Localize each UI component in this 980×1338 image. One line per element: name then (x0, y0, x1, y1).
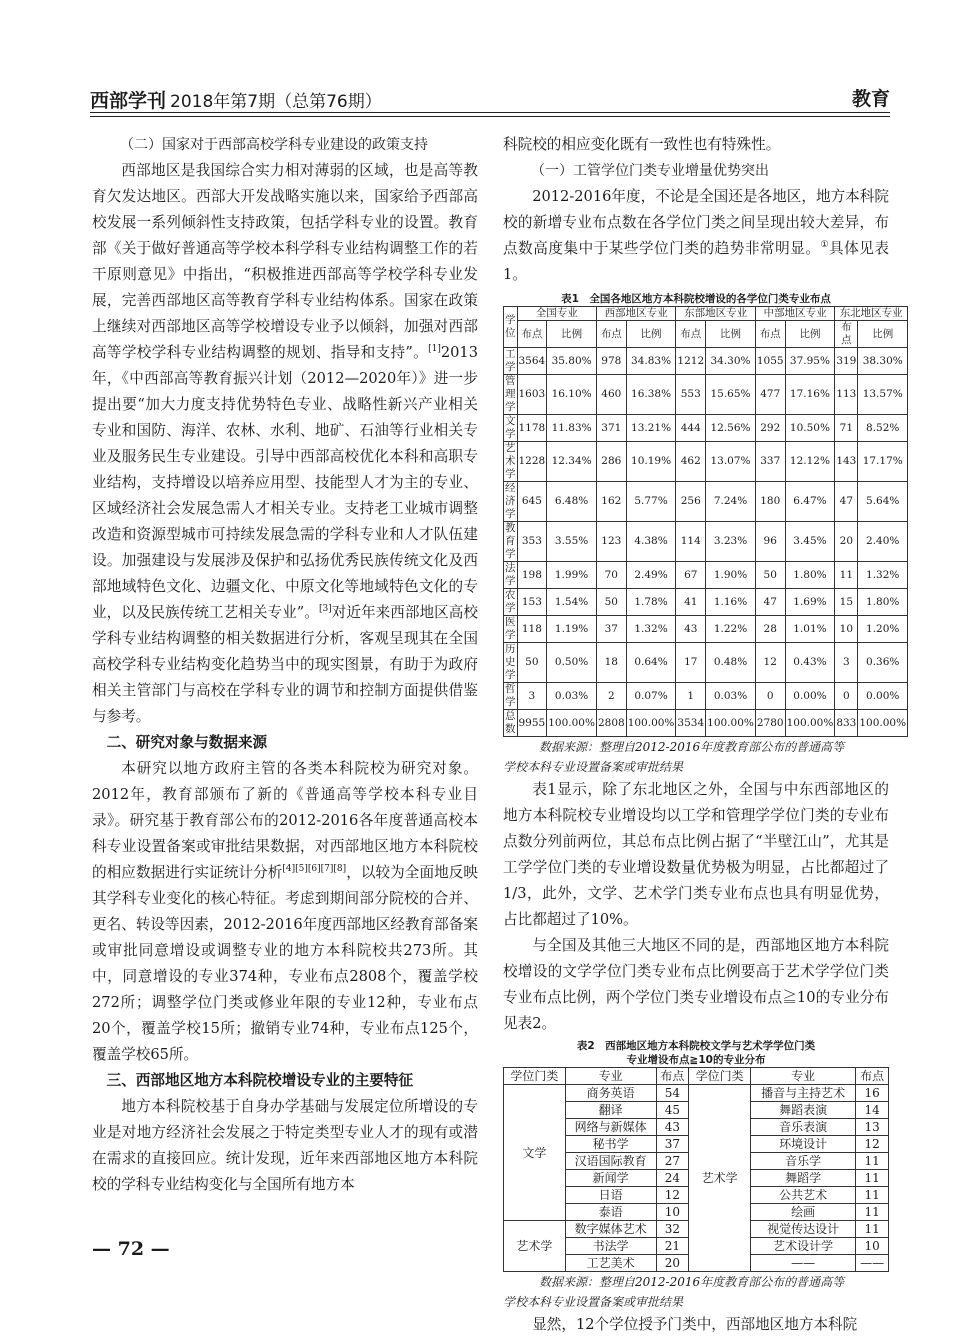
paragraph-text: 2012-2016年度，不论是全国还是各地区，地方本科院校的新增专业布点数在各学位门类之间呈现出较大差异，布点数高度集中于某些学位门类的趋势非常明显。 (503, 188, 889, 257)
table1-row (504, 482, 908, 522)
table1-cell: 1212 (676, 348, 706, 375)
paragraph: 表1显示，除了东北地区之外，全国与中东西部地区的地方本科院校专业增设均以工学和管理学学位门类的专业布点数分列前两位，其总布点比例占据了“半壁江山”，尤其是工学学位门类的专业增设数量优势极为明显，占比都超过了1/3，此外，文学、艺术学门类专业布点也具有明显优势，占比都超过了10%。 (503, 781, 889, 928)
table2-major: 秘书学 (565, 1136, 656, 1153)
table1-cell: 1.32% (858, 562, 908, 589)
table1-cell: 3.55% (547, 522, 597, 562)
subsection-heading: （一）工管学位门类专业增量优势突出 (531, 163, 769, 179)
table1-cell: 15.65% (706, 375, 756, 415)
table2-major: 商务英语 (565, 1085, 656, 1102)
table1-cell: 8.52% (858, 415, 908, 442)
table2-major: 汉语国际教育 (565, 1153, 656, 1170)
table2-count: 16 (856, 1085, 889, 1102)
table1-group-header: 全国专业 (517, 307, 596, 321)
table1-cell: 100.00% (858, 710, 908, 737)
table1-row-label: 哲学 (505, 683, 516, 708)
paragraph (503, 184, 889, 288)
paragraph (92, 158, 478, 730)
table2-major: 播音与主持艺术 (750, 1085, 855, 1102)
table1-cell: 2780 (755, 710, 785, 737)
journal-logo: 西部学刊 (90, 90, 167, 112)
table1-cell: 5.77% (626, 482, 676, 522)
section-label: 教育 (851, 88, 890, 110)
table1-row-label: 总数 (505, 710, 516, 735)
table1-cell: 10 (835, 616, 858, 643)
table1-row (504, 415, 908, 442)
table2-major: 数字媒体艺术 (565, 1221, 656, 1238)
paragraph: 显然，12个学位授予门类中，西部地区地方本科院 (532, 1316, 858, 1333)
table1-cell: 17 (676, 643, 706, 683)
table2-major: 绘画 (750, 1204, 855, 1221)
table1-cell: 0.03% (547, 683, 597, 710)
table2-count: 12 (656, 1187, 689, 1204)
table2-caption: 表2 西部地区地方本科院校文学与艺术学学位门类 (576, 1040, 816, 1052)
table1-cell: 3.23% (706, 522, 756, 562)
table1-cell: 10.19% (626, 442, 676, 482)
table2-degree: 艺术学 (504, 1221, 566, 1272)
paragraph: 科院校的相应变化既有一致性也有特殊性。 (503, 136, 781, 153)
table1-cell: 319 (835, 348, 858, 375)
paragraph-text: 2013年，《中西部高等教育振兴计划（2012—2020年）》进一步提出要“加大力度支持优势特色专业、战略性新兴产业相关专业和国防、海洋、农林、水利、地矿、石油等行业相关专业及服务民生专业建设。引导中西部高校优化本科和高职专业结构，支持增设以培养应用型、技能型人才为主的专业、区域经济社会发展急需人才相关专业。支持老工业城市调整改造和资源型城市可持续发展急需的学科专业和人才队伍建设。加强建设与发展涉及保护和弘扬优秀民族传统文化及西部地域特色文化、边疆文化、中原文化等地域特色文化的专业，以及民族传统工艺相关专业”。 (92, 344, 478, 621)
table1-cell: 12.12% (785, 442, 835, 482)
table1-cell: 9955 (517, 710, 547, 737)
table1-cell: 17.17% (858, 442, 908, 482)
table1-cell: 43 (676, 616, 706, 643)
table1-cell: 162 (596, 482, 626, 522)
table1-subheader-ratio: 比例 (706, 321, 756, 348)
table1-row (504, 375, 908, 415)
table1-header-degree: 学位 (504, 307, 518, 348)
table2-count: 11 (856, 1170, 889, 1187)
table1-cell: 34.30% (706, 348, 756, 375)
table1-cell: 18 (596, 643, 626, 683)
table1-cell: 0.00% (858, 683, 908, 710)
table1-cell: 1.99% (547, 562, 597, 589)
header-rule (90, 112, 890, 113)
table1 (503, 306, 908, 737)
table1-cell: 2.49% (626, 562, 676, 589)
table1-cell: 16.38% (626, 375, 676, 415)
table1-cell: 10.50% (785, 415, 835, 442)
table1-subheader-count: 布点 (676, 321, 706, 348)
table1-cell: 4.38% (626, 522, 676, 562)
page-number: — 72 — (92, 1238, 170, 1260)
table2-major: 音乐学 (750, 1153, 855, 1170)
table2-header: 学位门类 (504, 1068, 566, 1085)
table2-count: 27 (656, 1153, 689, 1170)
table2-body (504, 1085, 889, 1272)
section-heading: 二、研究对象与数据来源 (106, 734, 268, 751)
table1-row (504, 643, 908, 683)
table1-cell: 3.45% (785, 522, 835, 562)
table1-cell: 460 (596, 375, 626, 415)
table1-row (504, 562, 908, 589)
table2-source: 数据来源：整理自2012-2016年度教育部公布的普通高等 (539, 1275, 845, 1289)
table2-header: 布点 (856, 1068, 889, 1085)
table2-count: 54 (656, 1085, 689, 1102)
table1-cell: 1.54% (547, 589, 597, 616)
table1-subheader-count: 布点 (755, 321, 785, 348)
left-column (92, 132, 478, 1198)
table1-cell: 1.80% (785, 562, 835, 589)
table1-cell: 2808 (596, 710, 626, 737)
table1-cell: 1.80% (858, 589, 908, 616)
table2-major: 舞蹈表演 (750, 1102, 855, 1119)
table1-subheader-ratio: 比例 (785, 321, 835, 348)
table2-count: 11 (856, 1221, 889, 1238)
table2-count: 43 (656, 1119, 689, 1136)
table2-header: 学位门类 (689, 1068, 751, 1085)
table1-cell: 3 (835, 643, 858, 683)
table1-cell: 462 (676, 442, 706, 482)
table1-cell: 3564 (517, 348, 547, 375)
table1-cell: 71 (835, 415, 858, 442)
table1-cell: 3 (517, 683, 547, 710)
table2 (503, 1067, 889, 1272)
table2-major: —— (750, 1255, 855, 1272)
table1-cell: 1.01% (785, 616, 835, 643)
table1-cell: 0.00% (785, 683, 835, 710)
table1-cell: 477 (755, 375, 785, 415)
table2-count: 11 (856, 1204, 889, 1221)
table2-source-cont: 学校本科专业设置备案或审批结果 (503, 1295, 684, 1309)
table1-cell: 978 (596, 348, 626, 375)
table1-subheader-ratio: 比例 (858, 321, 908, 348)
table1-group-header: 中部地区专业 (755, 307, 834, 321)
issue-info: 2018年第7期（总第76期） (170, 92, 382, 112)
table2-count: 10 (656, 1204, 689, 1221)
paragraph-text: 具体见表1。 (503, 240, 889, 283)
table2-major: 网络与新媒体 (565, 1119, 656, 1136)
table2-caption-cont: 专业增设布点≧10的专业分布 (626, 1054, 766, 1066)
table1-cell: 2 (596, 683, 626, 710)
table1-cell: 0 (835, 683, 858, 710)
table1-cell: 198 (517, 562, 547, 589)
table1-cell: 6.48% (547, 482, 597, 522)
table2-header: 专业 (565, 1068, 656, 1085)
table2-row (504, 1085, 889, 1102)
table1-cell: 50 (755, 562, 785, 589)
table2-count: 24 (656, 1170, 689, 1187)
table1-cell: 13.07% (706, 442, 756, 482)
journal-info (90, 86, 382, 113)
table2-major: 艺术设计学 (750, 1238, 855, 1255)
table1-cell: 0.36% (858, 643, 908, 683)
table2-count: 45 (656, 1102, 689, 1119)
table1-subheader-row (504, 321, 908, 348)
table1-cell: 16.10% (547, 375, 597, 415)
table1-row (504, 710, 908, 737)
table1-cell: 96 (755, 522, 785, 562)
table2-major: 音乐表演 (750, 1119, 855, 1136)
table2-degree: 艺术学 (689, 1085, 751, 1272)
table1-cell: 5.64% (858, 482, 908, 522)
citation: [1] (428, 344, 441, 355)
table2-count: 32 (656, 1221, 689, 1238)
table2-major: 环境设计 (750, 1136, 855, 1153)
table1-cell: 123 (596, 522, 626, 562)
paragraph (92, 756, 478, 1068)
table2-count: 11 (856, 1153, 889, 1170)
table1-cell: 1603 (517, 375, 547, 415)
table1-row-label: 经济学 (505, 482, 516, 520)
table2-degree: 文学 (504, 1085, 566, 1221)
table1-row-label: 工学 (505, 348, 516, 373)
table2-count: —— (856, 1255, 889, 1272)
table1-cell: 67 (676, 562, 706, 589)
table2-major: 公共艺术 (750, 1187, 855, 1204)
table1-cell: 13.57% (858, 375, 908, 415)
table1-cell: 13.21% (626, 415, 676, 442)
table1-cell: 17.16% (785, 375, 835, 415)
table1-group-header: 西部地区专业 (596, 307, 675, 321)
table1-cell: 100.00% (626, 710, 676, 737)
table1-row-label: 农学 (505, 589, 516, 614)
header-rule-thin (90, 116, 890, 117)
table1-cell: 444 (676, 415, 706, 442)
table1-row (504, 616, 908, 643)
table1-cell: 3534 (676, 710, 706, 737)
table1-cell: 553 (676, 375, 706, 415)
table1-cell: 1 (676, 683, 706, 710)
table1-cell: 47 (755, 589, 785, 616)
table1-caption: 表1 全国各地区地方本科院校增设的各学位门类专业布点 (561, 293, 831, 305)
table1-cell: 180 (755, 482, 785, 522)
table1-row-label: 艺术学 (505, 442, 516, 480)
citation: [4][5][6][7][8] (282, 864, 347, 875)
table1-cell: 1.16% (706, 589, 756, 616)
table1-cell: 12 (755, 643, 785, 683)
citation: [3] (318, 604, 332, 615)
table1-row-label: 管理学 (505, 375, 516, 413)
table1-subheader-count: 布点 (835, 321, 858, 348)
table1-subheader-ratio: 比例 (547, 321, 597, 348)
footnote-marker: ① (820, 240, 830, 251)
table1-row (504, 442, 908, 482)
subsection-heading: （二）国家对于西部高校学科专业建设的政策支持 (120, 137, 428, 153)
table1-cell: 41 (676, 589, 706, 616)
section-heading: 三、西部地区地方本科院校增设专业的主要特征 (106, 1072, 414, 1089)
table1-cell: 645 (517, 482, 547, 522)
table1-cell: 1.19% (547, 616, 597, 643)
table1-cell: 12.56% (706, 415, 756, 442)
table1-cell: 11 (835, 562, 858, 589)
table1-cell: 20 (835, 522, 858, 562)
table1-cell: 37.95% (785, 348, 835, 375)
table1-cell: 143 (835, 442, 858, 482)
table2-count: 14 (856, 1102, 889, 1119)
paragraph-text: 本研究以地方政府主管的各类本科院校为研究对象。2012年，教育部颁布了新的《普通高等学校本科专业目录》。研究基于教育部公布的2012-2016各年度普通高校本科专业设置备案或审批结果数据，对西部地区地方本科院校的相应数据进行实证统计分析 (92, 760, 478, 881)
page-header (90, 82, 890, 112)
table1-cell: 1.90% (706, 562, 756, 589)
table1-cell: 371 (596, 415, 626, 442)
table1-cell: 2.40% (858, 522, 908, 562)
table1-cell: 0.07% (626, 683, 676, 710)
table2-major: 工艺美术 (565, 1255, 656, 1272)
table1-cell: 35.80% (547, 348, 597, 375)
table1-cell: 38.30% (858, 348, 908, 375)
table2-major: 书法学 (565, 1238, 656, 1255)
table1-row (504, 348, 908, 375)
table1-cell: 11.83% (547, 415, 597, 442)
table2-major: 新闻学 (565, 1170, 656, 1187)
table2-count: 37 (656, 1136, 689, 1153)
paragraph: 与全国及其他三大地区不同的是，西部地区地方本科院校增设的文学学位门类专业布点比例要高于艺术学学位门类专业布点比例，两个学位门类专业增设布点≧10的专业分布见表2。 (503, 937, 889, 1032)
table1-cell: 833 (835, 710, 858, 737)
table2-count: 10 (856, 1238, 889, 1255)
table1-cell: 0 (755, 683, 785, 710)
table2-header: 布点 (656, 1068, 689, 1085)
table1-row-label: 教育学 (505, 522, 516, 560)
table1-cell: 256 (676, 482, 706, 522)
table1-cell: 6.47% (785, 482, 835, 522)
table1-cell: 28 (755, 616, 785, 643)
table2-count: 13 (856, 1119, 889, 1136)
table1-source-cont: 学校本科专业设置备案或审批结果 (503, 760, 684, 774)
table1-cell: 1.20% (858, 616, 908, 643)
paragraph-text: ，以较为全面地反映其学科专业变化的核心特征。考虑到期间部分院校的合并、更名、转设等因素，2012-2016年度西部地区经教育部备案或审批同意增设或调整专业的地方本科院校共273所。其中，同意增设的专业374种，专业布点2808个，覆盖学校272所；调整学位门类或修业年限的专业12种，专业布点20个，覆盖学校15所；撤销专业74种，专业布点125个，覆盖学校65所。 (92, 864, 478, 1063)
table1-cell: 1.69% (785, 589, 835, 616)
table1-cell: 100.00% (706, 710, 756, 737)
table1-cell: 7.24% (706, 482, 756, 522)
paragraph: 地方本科院校基于自身办学基础与发展定位所增设的专业是对地方经济社会发展之于特定类型专业人才的现有或潜在需求的直接回应。统计发现，近年来西部地区地方本科院校的学科专业结构变化与全国所有地方本 (92, 1098, 478, 1193)
table1-cell: 50 (517, 643, 547, 683)
table1-cell: 1055 (755, 348, 785, 375)
table1-cell: 337 (755, 442, 785, 482)
table1-subheader-count: 布点 (517, 321, 547, 348)
table1-subheader-ratio: 比例 (626, 321, 676, 348)
table1-cell: 0.64% (626, 643, 676, 683)
table2-major: 日语 (565, 1187, 656, 1204)
table1-row-label: 医学 (505, 616, 516, 641)
table2-count: 12 (856, 1136, 889, 1153)
table1-row (504, 522, 908, 562)
table1-cell: 292 (755, 415, 785, 442)
table2-count: 11 (856, 1187, 889, 1204)
table1-cell: 1178 (517, 415, 547, 442)
table1-row-label: 历史学 (505, 643, 516, 681)
table1-row (504, 589, 908, 616)
table2-header: 专业 (750, 1068, 855, 1085)
table1-cell: 0.50% (547, 643, 597, 683)
table2-count: 20 (656, 1255, 689, 1272)
right-column (503, 132, 907, 1338)
table2-major: 泰语 (565, 1204, 656, 1221)
table1-cell: 70 (596, 562, 626, 589)
table1-cell: 0.03% (706, 683, 756, 710)
table2-major: 翻译 (565, 1102, 656, 1119)
paragraph-text: 西部地区是我国综合实力相对薄弱的区域，也是高等教育欠发达地区。西部大开发战略实施以来，国家给予西部高校发展一系列倾斜性支持政策，包括学科专业的设置。教育部《关于做好普通高等学校本科学科专业结构调整工作的若干原则意见》中指出，“积极推进西部高等学校学科专业发展，完善西部地区高等教育学科专业结构体系。国家在政策上继续对西部地区高等学校增设专业予以倾斜，加强对西部高等学校学科专业结构调整的规划、指导和支持”。 (92, 162, 478, 361)
table1-cell: 1.78% (626, 589, 676, 616)
table1-group-header: 东北地区专业 (835, 307, 908, 321)
table1-cell: 0.43% (785, 643, 835, 683)
table1-row-label: 法学 (505, 562, 516, 587)
table1-cell: 113 (835, 375, 858, 415)
table1-cell: 1228 (517, 442, 547, 482)
table1-cell: 1.22% (706, 616, 756, 643)
table1-cell: 286 (596, 442, 626, 482)
table1-cell: 114 (676, 522, 706, 562)
table1-cell: 47 (835, 482, 858, 522)
table1-source: 数据来源：整理自2012-2016年度教育部公布的普通高等 (539, 740, 845, 754)
table1-cell: 100.00% (785, 710, 835, 737)
table1-cell: 34.83% (626, 348, 676, 375)
table1-cell: 15 (835, 589, 858, 616)
paragraph-text: 对近年来西部地区高校学科专业结构调整的相关数据进行分析，客观呈现其在全国高校学科专业结构变化趋势当中的现实图景，有助于为政府相关主管部门与高校在学科专业的调节和控制方面提供借鉴与参考。 (92, 604, 478, 725)
table1-cell: 118 (517, 616, 547, 643)
table2-major: 视觉传达设计 (750, 1221, 855, 1238)
table1-cell: 37 (596, 616, 626, 643)
table1-row-label: 文学 (505, 415, 516, 440)
table1-group-header: 东部地区专业 (676, 307, 755, 321)
table1-cell: 1.32% (626, 616, 676, 643)
table1-cell: 100.00% (547, 710, 597, 737)
table1-subheader-count: 布点 (596, 321, 626, 348)
table2-count: 21 (656, 1238, 689, 1255)
table1-cell: 12.34% (547, 442, 597, 482)
table1-body (504, 348, 908, 737)
table1-cell: 50 (596, 589, 626, 616)
table1-row (504, 683, 908, 710)
table1-cell: 153 (517, 589, 547, 616)
table1-cell: 0.48% (706, 643, 756, 683)
table2-major: 舞蹈学 (750, 1170, 855, 1187)
table1-cell: 353 (517, 522, 547, 562)
